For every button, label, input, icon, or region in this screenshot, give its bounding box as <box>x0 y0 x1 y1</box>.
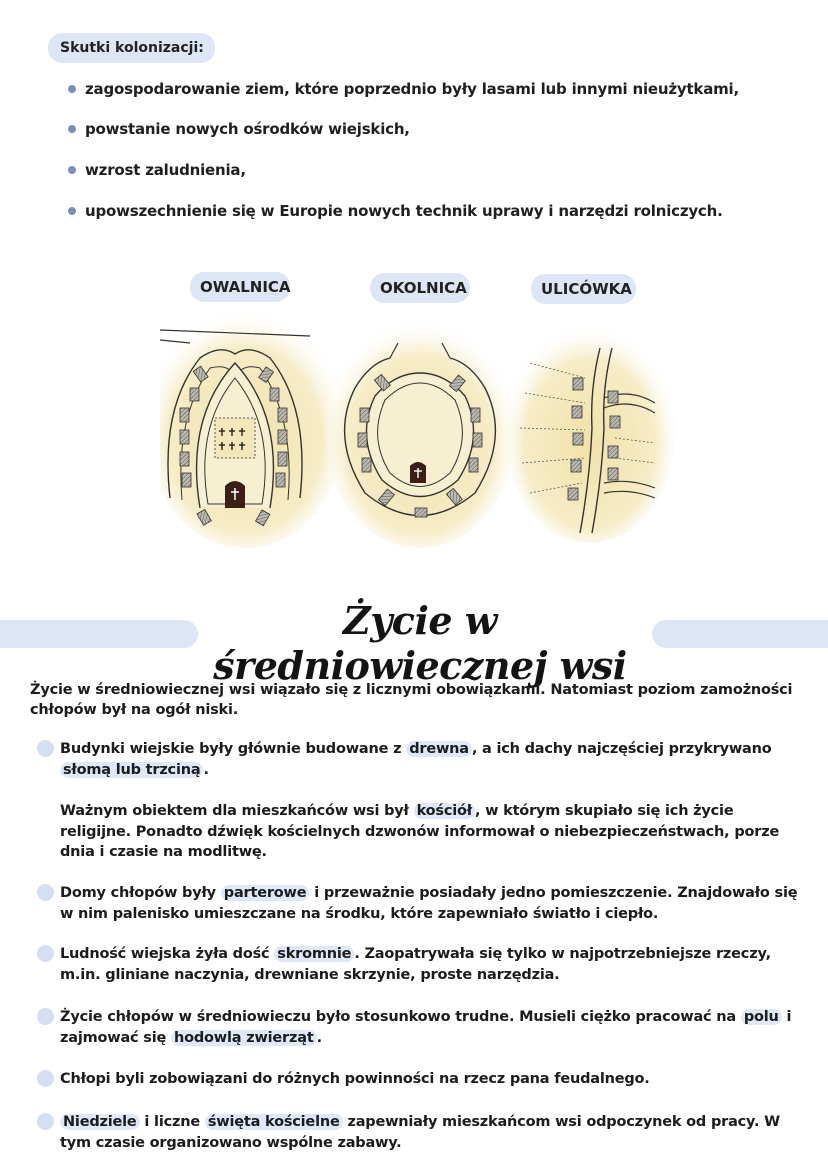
village-label-ulicowka: ULICÓWKA <box>531 274 636 304</box>
bullet-circle <box>37 1113 54 1130</box>
bullet-circle <box>37 1070 54 1087</box>
bullet-circle <box>37 884 54 901</box>
intro-paragraph: Życie w średniowiecznej wsi wiązało się z licznymi obowiązkami. Natomiast poziom zamożności chłopów był na ogół niski. <box>30 682 793 718</box>
paragraph-hard-work: Życie chłopów w średniowieczu było stosunkowo trudne. Musieli ciężko pracować na polu i zajmować się hodowlą zwierząt . <box>60 1009 792 1046</box>
paragraph-modest-life: Ludność wiejska żyła dość skromnie . Zaopatrywała się tylko w najpotrzebniejsze rzeczy, m.in. gliniane naczynia, drewniane skrzynie, proste narzędzia. <box>60 946 771 983</box>
village-layouts-illustration <box>160 268 680 558</box>
effects-heading: Skutki kolonizacji: <box>48 33 215 63</box>
owalnica-diagram <box>160 308 345 548</box>
section-title: Życie w średniowiecznej wsi <box>213 598 627 688</box>
highlight: drewna <box>406 741 472 757</box>
highlight: parterowe <box>221 885 310 901</box>
bullet-circle <box>37 945 54 962</box>
paragraph-buildings: Budynki wiejskie były głównie budowane z drewna , a ich dachy najczęściej przykrywano słomą lub trzciną . <box>60 741 772 778</box>
title-decoration-right <box>652 620 828 648</box>
highlight: polu <box>741 1009 782 1025</box>
highlight: Niedziele <box>60 1114 140 1130</box>
okolnica-diagram <box>325 318 515 548</box>
bullet-circle <box>37 1008 54 1025</box>
highlight: kościół <box>414 803 475 819</box>
highlight: hodowlą zwierząt <box>171 1030 317 1046</box>
highlight: skromnie <box>274 946 354 962</box>
bullet-dot <box>68 166 76 174</box>
highlight: słomą lub trzciną <box>60 762 203 778</box>
bullet-dot <box>68 85 76 93</box>
paragraph-duties: Chłopi byli zobowiązani do różnych powinności na rzecz pana feudalnego. <box>60 1071 650 1087</box>
village-label-okolnica: OKOLNICA <box>370 273 470 303</box>
highlight: święta kościelne <box>205 1114 343 1130</box>
paragraph-church: Ważnym obiektem dla mieszkańców wsi był kościół , w którym skupiało się ich życie religijne. Ponadto dźwięk kościelnych dzwonów informował o niebezpieczeństwach, porze dnia i czasie na modlitwę. <box>60 803 780 860</box>
title-decoration-left <box>0 620 198 648</box>
paragraph-holidays: Niedziele i liczne święta kościelne zapewniały mieszkańcom wsi odpoczynek od pracy. W tym czasie organizowano wspólne zabawy. <box>60 1114 780 1151</box>
ulicowka-diagram <box>505 323 675 543</box>
village-label-owalnica: OWALNICA <box>190 272 290 302</box>
paragraph-houses: Domy chłopów były parterowe i przeważnie posiadały jedno pomieszczenie. Znajdowało się w nim palenisko umieszczane na środku, które zapewniało światło i ciepło. <box>60 885 798 922</box>
bullet-dot <box>68 125 76 133</box>
bullet-dot <box>68 207 76 215</box>
bullet-circle <box>37 740 54 757</box>
